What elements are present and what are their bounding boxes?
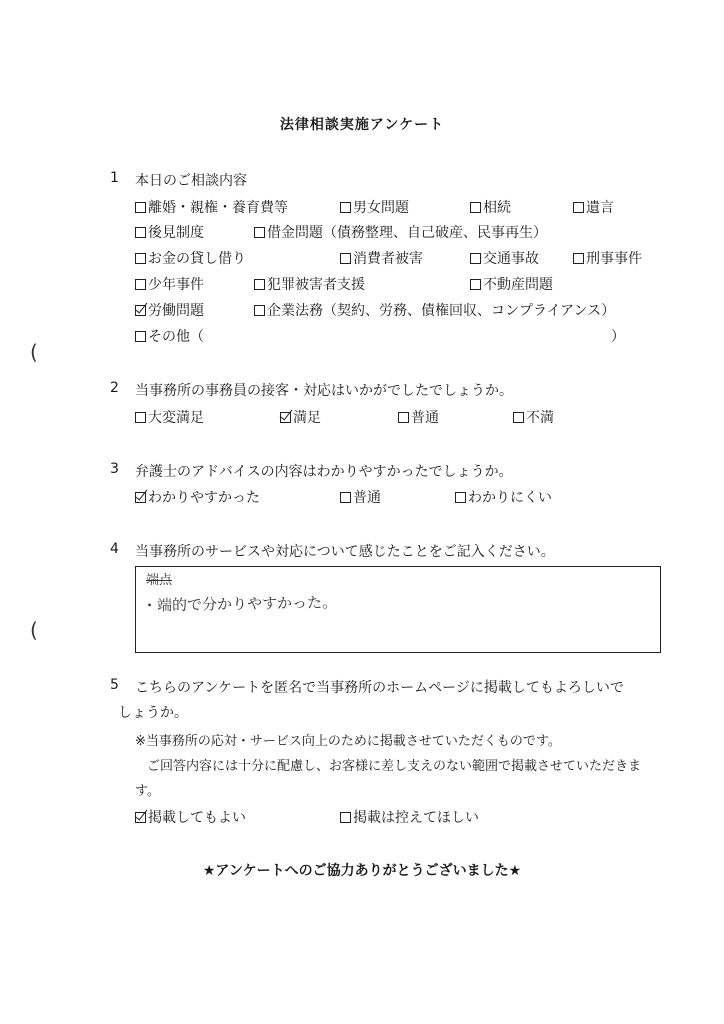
q5-option-decline[interactable]: 掲載は控えてほしい bbox=[340, 807, 479, 827]
q1-number: 1 bbox=[110, 170, 119, 186]
comment-textarea[interactable] bbox=[135, 566, 661, 653]
q1-option-victim[interactable]: 犯罪被害者支援 bbox=[254, 274, 365, 294]
q3-question: 弁護士のアドバイスの内容はわかりやすかったでしょうか。 bbox=[135, 464, 513, 480]
q5-note-line3: す。 bbox=[135, 784, 160, 799]
q1-option-realestate[interactable]: 不動産問題 bbox=[470, 274, 553, 294]
checkbox-icon[interactable] bbox=[254, 279, 265, 290]
checked-checkbox-icon[interactable] bbox=[135, 305, 146, 316]
checked-checkbox-icon[interactable] bbox=[135, 492, 146, 503]
checkbox-icon[interactable] bbox=[470, 202, 481, 213]
checkbox-icon[interactable] bbox=[135, 202, 146, 213]
q1-question: 本日のご相談内容 bbox=[135, 173, 247, 189]
checkbox-icon[interactable] bbox=[340, 253, 351, 264]
checkbox-icon[interactable] bbox=[135, 253, 146, 264]
q2-option-satisfied[interactable]: 満足 bbox=[280, 407, 321, 427]
q2-question: 当事務所の事務員の接客・対応はいかがでしたでしょうか。 bbox=[135, 383, 513, 399]
q1-option-will[interactable]: 遺言 bbox=[573, 197, 614, 217]
q5-question-line2: しょうか。 bbox=[118, 705, 188, 721]
q2-option-dissatisfied[interactable]: 不満 bbox=[513, 407, 554, 427]
q3-option-easy[interactable]: わかりやすかった bbox=[135, 487, 260, 507]
q5-number: 5 bbox=[110, 677, 119, 693]
q1-option-corporate[interactable]: 企業法務（契約、労務、債権回収、コンプライアンス） bbox=[254, 300, 615, 320]
checked-checkbox-icon[interactable] bbox=[135, 812, 146, 823]
checkbox-icon[interactable] bbox=[135, 331, 146, 342]
q1-option-relationship[interactable]: 男女問題 bbox=[340, 197, 409, 217]
q3-option-hard[interactable]: わかりにくい bbox=[455, 487, 552, 507]
checkbox-icon[interactable] bbox=[135, 412, 146, 423]
q1-option-criminal[interactable]: 刑事事件 bbox=[573, 248, 642, 268]
checkbox-icon[interactable] bbox=[573, 253, 584, 264]
q4-question: 当事務所のサービスや対応について感じたことをご記入ください。 bbox=[135, 544, 555, 560]
margin-mark: ( bbox=[30, 340, 38, 364]
checked-checkbox-icon[interactable] bbox=[280, 412, 291, 423]
q5-note-line1: ※当事務所の応対・サービス向上のために掲載させていただくものです。 bbox=[135, 734, 561, 749]
q1-option-guardianship[interactable]: 後見制度 bbox=[135, 222, 204, 242]
margin-mark: ( bbox=[30, 618, 38, 642]
checkbox-icon[interactable] bbox=[470, 253, 481, 264]
checkbox-icon[interactable] bbox=[340, 812, 351, 823]
q1-option-consumer[interactable]: 消費者被害 bbox=[340, 248, 423, 268]
checkbox-icon[interactable] bbox=[398, 412, 409, 423]
handwritten-comment: ・端的で分かりやすかった。 bbox=[141, 593, 338, 615]
q1-option-other[interactable]: その他（ bbox=[135, 326, 204, 346]
q2-option-very-satisfied[interactable]: 大変満足 bbox=[135, 407, 204, 427]
thank-you-footer: ★アンケートへのご協力ありがとうございました★ bbox=[202, 863, 522, 879]
q5-note-line2: ご回答内容には十分に配慮し、お客様に差し支えのない範囲で掲載させていただきま bbox=[147, 759, 642, 774]
q1-option-inheritance[interactable]: 相続 bbox=[470, 197, 511, 217]
checkbox-icon[interactable] bbox=[455, 492, 466, 503]
checkbox-icon[interactable] bbox=[254, 305, 265, 316]
q5-question-line1: こちらのアンケートを匿名で当事務所のホームページに掲載してもよろしいで bbox=[135, 680, 624, 696]
q5-option-allow[interactable]: 掲載してもよい bbox=[135, 807, 246, 827]
checkbox-icon[interactable] bbox=[513, 412, 524, 423]
handwritten-struck-text: 端点 bbox=[146, 573, 173, 588]
checkbox-icon[interactable] bbox=[340, 202, 351, 213]
q2-option-normal[interactable]: 普通 bbox=[398, 407, 439, 427]
checkbox-icon[interactable] bbox=[254, 227, 265, 238]
page-title: 法律相談実施アンケート bbox=[279, 117, 445, 133]
q2-number: 2 bbox=[110, 380, 119, 396]
checkbox-icon[interactable] bbox=[340, 492, 351, 503]
q1-option-juvenile[interactable]: 少年事件 bbox=[135, 274, 204, 294]
checkbox-icon[interactable] bbox=[470, 279, 481, 290]
checkbox-icon[interactable] bbox=[135, 279, 146, 290]
q3-number: 3 bbox=[110, 461, 119, 477]
q1-option-divorce[interactable]: 離婚・親権・養育費等 bbox=[135, 197, 288, 217]
q1-option-labor[interactable]: 労働問題 bbox=[135, 300, 204, 320]
checkbox-icon[interactable] bbox=[573, 202, 584, 213]
checkbox-icon[interactable] bbox=[135, 227, 146, 238]
q1-option-traffic[interactable]: 交通事故 bbox=[470, 248, 539, 268]
q3-option-normal[interactable]: 普通 bbox=[340, 487, 381, 507]
q1-other-close-paren: ） bbox=[611, 329, 625, 345]
q1-option-lending[interactable]: お金の貸し借り bbox=[135, 248, 246, 268]
q4-number: 4 bbox=[110, 541, 119, 557]
q1-option-debt[interactable]: 借金問題（債務整理、自己破産、民事再生） bbox=[254, 222, 547, 242]
